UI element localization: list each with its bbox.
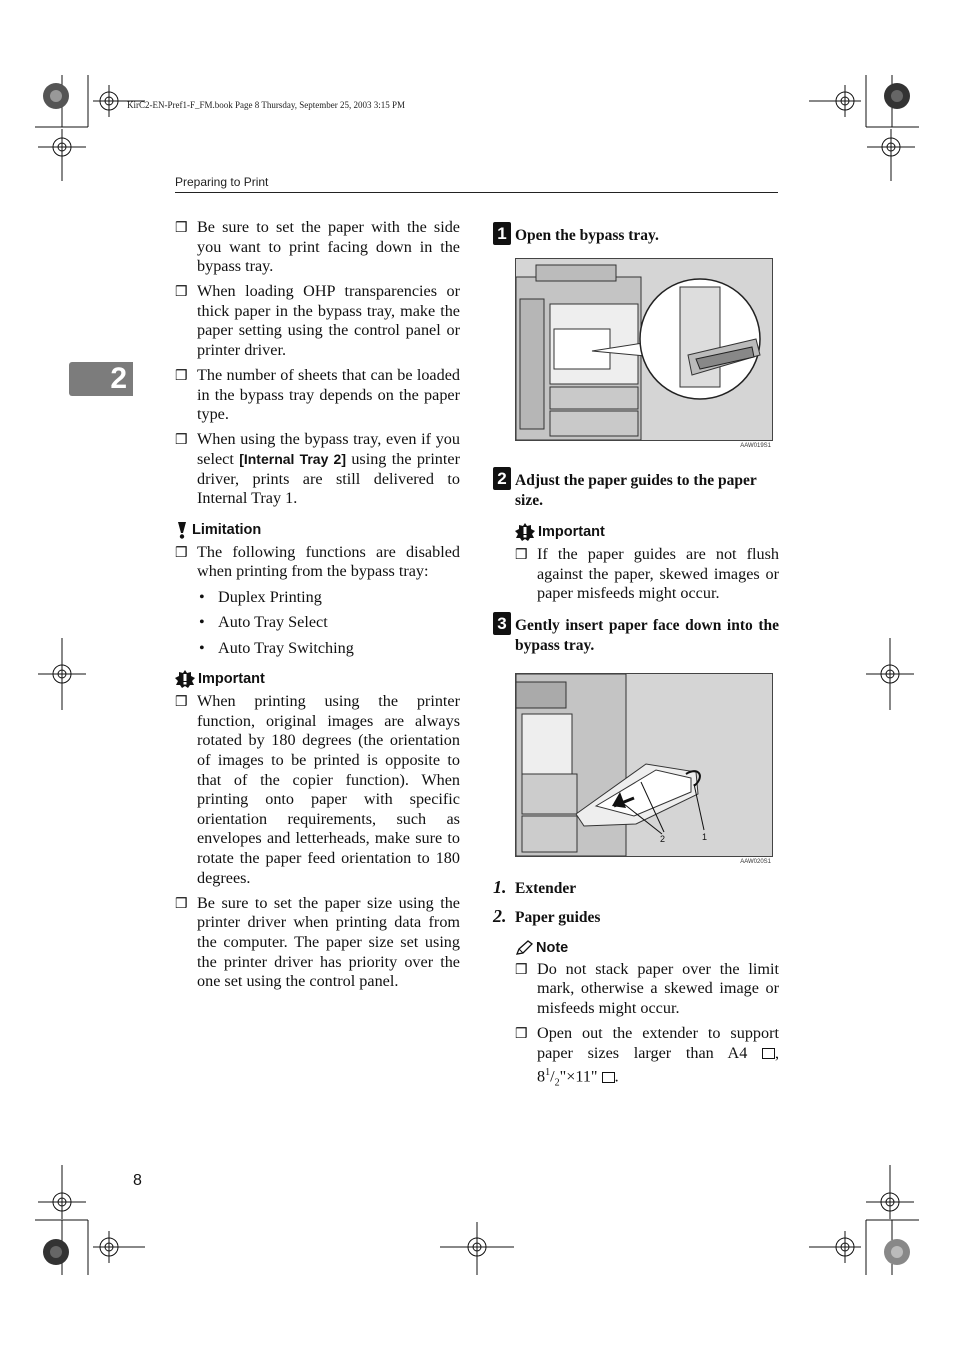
callout-1: 1	[702, 831, 708, 842]
checkbox-bullet-icon: ❒	[515, 1027, 528, 1043]
important-heading: Important	[515, 523, 779, 541]
limitation-icon	[175, 521, 189, 539]
important-icon	[175, 670, 195, 688]
checkbox-bullet-icon: ❒	[175, 545, 188, 561]
bypass-tray-open-illustration	[515, 258, 773, 441]
page-number: 8	[133, 1172, 142, 1189]
checkbox-bullet-icon: ❒	[515, 548, 528, 563]
figure-code: AAW019S1	[740, 443, 771, 449]
list-item: ❒ When printing using the printer function, original images are always rotated by 180 degrees (the orientation of images to be printed is opposite to that of the copier function). When printing onto paper with specific orientation requirements, such as envelopes and letterheads, make sure to rotate the paper feed orientation to 180 degrees.	[175, 692, 460, 887]
list-item: 1. Extender	[493, 876, 577, 897]
step-number: 3	[493, 612, 511, 635]
checkbox-bullet-icon: ❒	[175, 369, 188, 385]
checkbox-bullet-icon: ❒	[175, 896, 188, 912]
left-column	[175, 218, 460, 997]
checkbox-bullet-icon: ❒	[175, 695, 188, 711]
running-head: Preparing to Print	[175, 175, 269, 189]
pencil-icon	[515, 940, 533, 956]
right-column	[493, 226, 779, 1099]
list-item: ❒ When loading OHP transparencies or thick paper in the bypass tray, make the paper setting using the control panel or printer driver.	[175, 282, 460, 360]
list-item: • Auto Tray Select	[199, 613, 328, 632]
list-item: ❒ Be sure to set the paper size using the printer driver when printing data from the computer. The paper size set using the printer driver has priority over the one set using the control panel.	[175, 893, 460, 991]
paper-orientation-icon	[602, 1072, 615, 1083]
checkbox-bullet-icon: ❒	[515, 962, 528, 978]
copier-illustration	[516, 259, 772, 440]
step-1: 1 Open the bypass tray.	[493, 226, 779, 246]
callout-2: 2	[660, 833, 666, 844]
insert-paper-illustration	[515, 673, 773, 857]
bypass-tray-illustration	[516, 674, 772, 856]
list-item: ❒ Open out the extender to support paper sizes larger than A4 , $8^1/_2"\times 11$" .	[515, 1024, 780, 1089]
paper-orientation-icon	[762, 1048, 775, 1059]
file-header: KirC2-EN-Pref1-F_FM.book Page 8 Thursday, September 25, 2003 3:15 PM	[127, 100, 405, 110]
step-3: 3 Gently insert paper face down into the bypass tray.	[493, 616, 779, 656]
list-item: ❒ Be sure to set the paper with the side you want to print facing down in the bypass tray.	[175, 218, 460, 276]
list-item: • Duplex Printing	[199, 587, 322, 606]
checkbox-bullet-icon: ❒	[175, 285, 188, 301]
list-item: • Auto Tray Switching	[199, 638, 354, 657]
list-item: ❒ The following functions are disabled when printing from the bypass tray:	[175, 542, 460, 581]
limitation-heading: Limitation	[175, 521, 460, 539]
ui-key-label: [Internal Tray 2]	[239, 451, 346, 468]
checkbox-bullet-icon: ❒	[175, 433, 188, 449]
step-2: 2 Adjust the paper guides to the paper size.	[493, 471, 779, 511]
list-item: ❒ The number of sheets that can be loaded in the bypass tray depends on the paper type.	[175, 366, 460, 424]
list-item: ❒ If the paper guides are not flush against the paper, skewed images or paper misfeeds might occur.	[515, 545, 779, 603]
important-icon	[515, 523, 535, 541]
list-item: 2. Paper guides	[493, 905, 601, 926]
chapter-tab-number: 2	[110, 362, 127, 395]
checkbox-bullet-icon: ❒	[175, 221, 188, 236]
step-number: 2	[493, 467, 511, 490]
figure-code: AAW020S1	[740, 858, 771, 865]
step-number: 1	[493, 222, 511, 245]
note-heading: Note	[515, 940, 779, 956]
list-item: ❒ When using the bypass tray, even if you select [Internal Tray 2] using the printer driver, prints are still delivered to Internal Tray 1.	[175, 430, 460, 508]
important-heading: Important	[175, 670, 460, 688]
list-item: ❒ Do not stack paper over the limit mark, otherwise a skewed image or misfeeds might occur.	[515, 959, 779, 1017]
